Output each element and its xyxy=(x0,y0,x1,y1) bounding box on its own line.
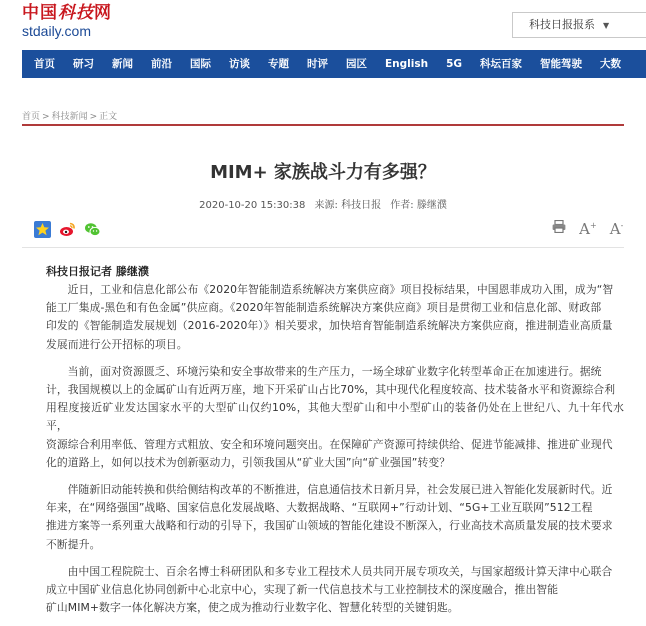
breadcrumb-divider xyxy=(22,124,624,126)
nav-item[interactable]: 研习 xyxy=(73,58,94,70)
article-paragraph: 由中国工程院院士、百余名博士科研团队和多专业工程技术人员共同开展专项攻关，与国家超级计算天津中心联合 成立中国矿业信息化协同创新中心北京中心，实现了新一代信息技术与工业控制技术的深度融合，推出智能 矿山MIM+数字一体化解决方案，使之成为推动行业数字化、智慧化转型的关键钥匙。 xyxy=(46,564,613,615)
nav-item[interactable]: 首页 xyxy=(34,58,55,70)
search-scope-label: 科技日报报系 xyxy=(529,18,595,31)
article-source: 来源: 科技日报 xyxy=(314,200,382,211)
logo-cn-suffix: 网 xyxy=(94,3,112,23)
logo-chinese xyxy=(22,3,112,23)
font-smaller-button[interactable] xyxy=(610,220,624,238)
article-paragraph: 近日，工业和信息化部公布《2020年智能制造系统解决方案供应商》项目投标结果，中国恩菲成功入围，成为“智 能工厂集成-黑色和有色金属”供应商。《2020年智能制造系统解决方案供应商》项目是贯彻工业和信息化部、财政部 印发的《智能制造发展规划（2016-2020年）》相关要求，加快培育智能制造系统解决方案供应商，推进制造业高质量 发展而进行公开招标的项目。 xyxy=(46,283,614,351)
article-datetime: 2020-10-20 15:30:38 xyxy=(199,200,306,211)
breadcrumb-item[interactable]: 科技新闻 xyxy=(51,112,88,122)
article-byline: 科技日报记者 滕继濮 xyxy=(46,265,149,278)
wechat-icon[interactable] xyxy=(84,221,101,238)
nav-item[interactable]: 新闻 xyxy=(112,58,133,70)
article-tools xyxy=(544,220,623,239)
site-logo[interactable] xyxy=(22,3,112,39)
logo-cn-accent: 科技 xyxy=(58,3,94,23)
chevron-down-icon: ▼ xyxy=(603,21,610,30)
nav-item[interactable]: 时评 xyxy=(307,58,328,70)
logo-english: stdaily.com xyxy=(22,23,91,39)
breadcrumb-item: 正文 xyxy=(99,112,118,122)
nav-item[interactable]: 专题 xyxy=(268,58,289,70)
article-body xyxy=(46,281,624,626)
breadcrumb-separator: > xyxy=(42,112,50,122)
nav-item[interactable]: 访谈 xyxy=(229,58,250,70)
nav-item[interactable]: 园区 xyxy=(346,58,367,70)
font-larger-label: A xyxy=(579,220,590,238)
breadcrumb-item[interactable]: 首页 xyxy=(22,112,41,122)
article-author: 作者: 滕继濮 xyxy=(390,200,447,211)
print-icon[interactable] xyxy=(552,220,566,237)
nav-item[interactable]: English xyxy=(385,58,429,70)
article-meta xyxy=(22,196,624,211)
article-title: MIM+ 家族战斗力有多强？ xyxy=(210,162,436,183)
nav-item[interactable]: 前沿 xyxy=(151,58,172,70)
main-nav xyxy=(22,50,646,78)
breadcrumb xyxy=(22,109,117,122)
font-larger-button[interactable] xyxy=(579,220,597,238)
plus-icon: + xyxy=(589,221,597,230)
qzone-star-icon[interactable] xyxy=(34,221,51,238)
minus-icon: - xyxy=(620,221,624,230)
logo-cn-prefix: 中国 xyxy=(22,3,58,23)
nav-item[interactable]: 5G xyxy=(446,58,463,70)
nav-item[interactable]: 国际 xyxy=(190,58,211,70)
nav-item[interactable]: 科坛百家 xyxy=(480,58,523,70)
share-bar xyxy=(34,221,104,239)
article-paragraph: 当前，面对资源匮乏、环境污染和安全事故带来的生产压力，一场全球矿业数字化转型革命正在加速进行。据统 计，我国规模以上的金属矿山有近两万座，地下开采矿山占比70%，其中现代化程度较高、技术装备水平和资源综合利 用程度接近矿业发达国家水平的大型矿山仅约10%，其他大型矿山和中小型矿山的装备仍处在上世纪八、九十年代水平， 资源综合利用率低、管理方式粗放、安全和环境问题突出。在保障矿产资源可持续供给、促进节能减排、推进矿业现代 化的道路上，如何以技术为创新驱动力，引领我国从“矿业大国”向“矿业强国”转变？ xyxy=(46,364,624,469)
article-paragraph: 伴随新旧动能转换和供给侧结构改革的不断推进，信息通信技术日新月异，社会发展已进入智能化发展新时代。近 年来，在“网络强国”战略、国家信息化发展战略、大数据战略、“互联网+”行动计划、“5G+工业互联网”512工程 推进方案等一系列重大战略和行动的引导下，我国矿山领域的智能化建设不断深入，行业高技术高质量发展的技术要求 不断提升。 xyxy=(46,483,613,551)
nav-item[interactable]: 大数 xyxy=(600,58,622,70)
nav-item[interactable]: 智能驾驶 xyxy=(540,58,583,70)
site-header xyxy=(0,0,646,48)
search-scope-select[interactable] xyxy=(512,12,646,38)
breadcrumb-separator: > xyxy=(89,112,98,122)
weibo-icon[interactable] xyxy=(59,221,76,238)
content-divider xyxy=(22,247,624,248)
font-smaller-label: A xyxy=(609,220,621,238)
